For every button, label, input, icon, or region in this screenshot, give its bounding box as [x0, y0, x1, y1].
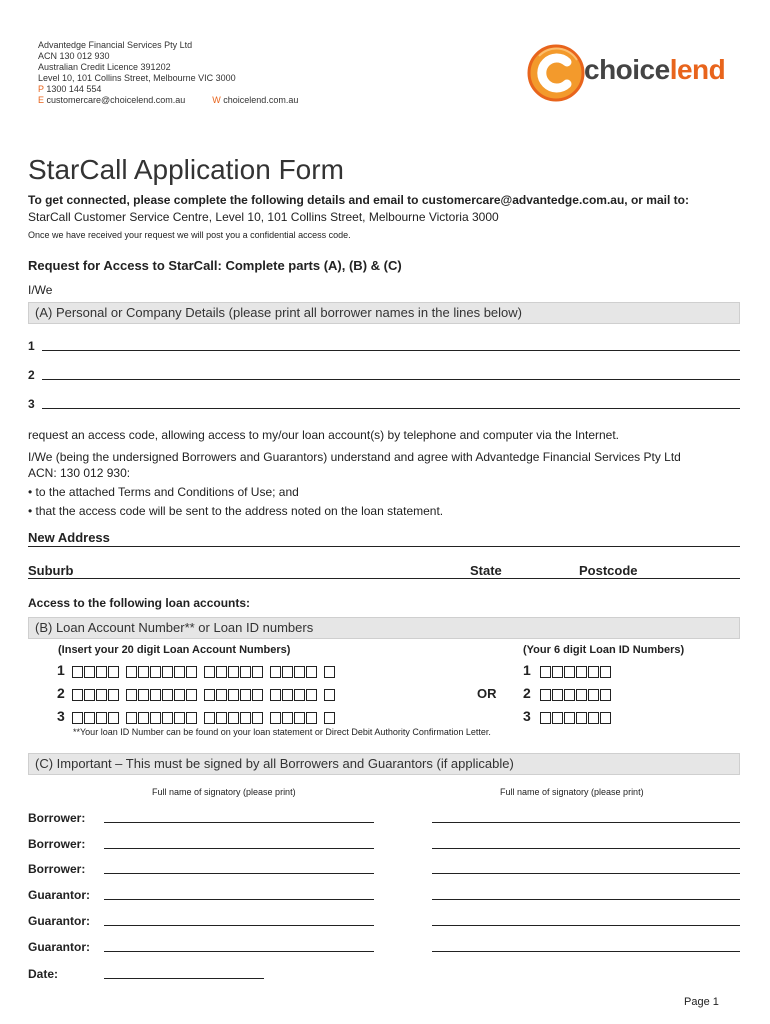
signatory-name-line[interactable]	[104, 873, 374, 874]
digit-box[interactable]	[204, 666, 215, 678]
digit-box[interactable]	[174, 689, 185, 701]
digit-box[interactable]	[588, 712, 599, 724]
signature-line[interactable]	[432, 899, 740, 900]
digit-box[interactable]	[108, 666, 119, 678]
digit-box[interactable]	[564, 712, 575, 724]
digit-box[interactable]	[186, 712, 197, 724]
digit-box[interactable]	[324, 689, 335, 701]
loan-row-number: 3	[57, 708, 65, 724]
digit-box[interactable]	[552, 712, 563, 724]
signature-line[interactable]	[432, 848, 740, 849]
digit-box[interactable]	[552, 666, 563, 678]
digit-box[interactable]	[252, 666, 263, 678]
company-phone: P 1300 144 554	[38, 84, 102, 94]
digit-box[interactable]	[72, 712, 83, 724]
digit-box[interactable]	[576, 666, 587, 678]
digit-box[interactable]	[84, 666, 95, 678]
digit-box[interactable]	[150, 712, 161, 724]
request-heading: Request for Access to StarCall: Complete parts (A), (B) & (C)	[28, 258, 402, 273]
or-label: OR	[477, 686, 497, 701]
signatory-role-label: Borrower:	[28, 811, 86, 825]
signatory-role-label: Guarantor:	[28, 940, 91, 954]
digit-box[interactable]	[96, 689, 107, 701]
digit-box[interactable]	[240, 666, 251, 678]
page-title: StarCall Application Form	[28, 154, 344, 185]
digit-box[interactable]	[186, 689, 197, 701]
loan-id-boxes-1[interactable]	[540, 663, 618, 679]
bullet-terms: • to the attached Terms and Conditions of Use; and	[28, 485, 299, 499]
digit-box[interactable]	[96, 666, 107, 678]
digit-box[interactable]	[306, 689, 317, 701]
signatory-role-label: Borrower:	[28, 837, 86, 851]
digit-box[interactable]	[240, 689, 251, 701]
digit-box[interactable]	[216, 712, 227, 724]
loan-row-number: 2	[57, 685, 65, 701]
loan-account-boxes-1[interactable]	[72, 663, 342, 679]
digit-box[interactable]	[270, 689, 281, 701]
digit-box[interactable]	[204, 712, 215, 724]
digit-box[interactable]	[150, 666, 161, 678]
digit-box[interactable]	[162, 666, 173, 678]
loan-id-note: **Your loan ID Number can be found on your loan statement or Direct Debit Authority Confirmation Letter.	[73, 727, 491, 737]
postcode-label: Postcode	[579, 563, 638, 578]
digit-box[interactable]	[600, 666, 611, 678]
digit-box[interactable]	[96, 712, 107, 724]
company-address: Level 10, 101 Collins Street, Melbourne VIC 3000	[38, 73, 236, 83]
signature-line[interactable]	[432, 822, 740, 823]
section-a-header: (A) Personal or Company Details (please print all borrower names in the lines below)	[28, 302, 740, 324]
digit-box[interactable]	[216, 666, 227, 678]
loan-row-number: 1	[57, 662, 65, 678]
digit-box[interactable]	[252, 689, 263, 701]
choicelend-logo-icon	[527, 44, 585, 102]
digit-box[interactable]	[282, 689, 293, 701]
digit-box[interactable]	[174, 712, 185, 724]
company-web[interactable]: choicelend.com.au	[223, 95, 299, 105]
company-details	[38, 40, 298, 106]
digit-box[interactable]	[282, 712, 293, 724]
company-licence: Australian Credit Licence 391202	[38, 62, 171, 72]
company-acn: ACN 130 012 930	[38, 51, 110, 61]
digit-box[interactable]	[138, 666, 149, 678]
access-heading: Access to the following loan accounts:	[28, 596, 251, 610]
signatory-name-line[interactable]	[104, 848, 374, 849]
loan-id-row-number: 3	[523, 708, 531, 724]
borrower-name-line-2[interactable]	[42, 379, 740, 380]
signatory-role-label: Guarantor:	[28, 914, 91, 928]
digit-box[interactable]	[552, 689, 563, 701]
digit-box[interactable]	[108, 712, 119, 724]
digit-box[interactable]	[216, 689, 227, 701]
digit-box[interactable]	[84, 712, 95, 724]
digit-box[interactable]	[324, 712, 335, 724]
digit-box[interactable]	[294, 689, 305, 701]
digit-box[interactable]	[150, 689, 161, 701]
digit-box[interactable]	[240, 712, 251, 724]
borrower-name-line-1[interactable]	[42, 350, 740, 351]
page-number: Page 1	[684, 996, 719, 1008]
new-address-line[interactable]	[28, 546, 740, 547]
company-name: Advantedge Financial Services Pty Ltd	[38, 40, 193, 50]
digit-box[interactable]	[306, 712, 317, 724]
request-text: request an access code, allowing access to my/our loan account(s) by telephone and computer via the Internet.	[28, 428, 619, 442]
digit-box[interactable]	[126, 689, 137, 701]
loan-id-row-number: 2	[523, 685, 531, 701]
digit-box[interactable]	[108, 689, 119, 701]
signatory-role-label: Guarantor:	[28, 888, 91, 902]
digit-box[interactable]	[294, 712, 305, 724]
digit-box[interactable]	[576, 712, 587, 724]
digit-box[interactable]	[228, 689, 239, 701]
intro-line-2: StarCall Customer Service Centre, Level 10, 101 Collins Street, Melbourne Victoria 3000	[28, 210, 499, 224]
digit-box[interactable]	[540, 666, 551, 678]
signatory-name-line[interactable]	[104, 951, 374, 952]
new-address-heading: New Address	[28, 530, 110, 545]
signature-line[interactable]	[432, 925, 740, 926]
digit-box[interactable]	[576, 689, 587, 701]
iwe-label: I/We	[28, 283, 53, 297]
borrower-row-number: 2	[28, 368, 35, 382]
section-b-header: (B) Loan Account Number** or Loan ID numbers	[28, 617, 740, 639]
digit-box[interactable]	[564, 689, 575, 701]
digit-box[interactable]	[282, 666, 293, 678]
bullet-access-code: • that the access code will be sent to the address noted on the loan statement.	[28, 504, 444, 518]
digit-box[interactable]	[294, 666, 305, 678]
digit-box[interactable]	[204, 689, 215, 701]
digit-box[interactable]	[186, 666, 197, 678]
digit-box[interactable]	[600, 689, 611, 701]
digit-box[interactable]	[84, 689, 95, 701]
intro-line-3: Once we have received your request we will post you a confidential access code.	[28, 230, 351, 240]
digit-box[interactable]	[588, 666, 599, 678]
logo-text: choicelend	[584, 54, 726, 85]
digit-box[interactable]	[270, 712, 281, 724]
digit-box[interactable]	[162, 712, 173, 724]
section-c-header: (C) Important – This must be signed by all Borrowers and Guarantors (if applicable)	[28, 753, 740, 775]
digit-box[interactable]	[306, 666, 317, 678]
signature-line[interactable]	[432, 951, 740, 952]
company-contact: E customercare@choicelend.com.au W choicelend.com.au	[38, 95, 299, 105]
digit-box[interactable]	[126, 712, 137, 724]
date-label: Date:	[28, 967, 59, 981]
digit-box[interactable]	[162, 689, 173, 701]
loan-id-boxes-2[interactable]	[540, 686, 618, 702]
loan-account-hint: (Insert your 20 digit Loan Account Numbers)	[58, 644, 291, 656]
digit-box[interactable]	[228, 712, 239, 724]
borrower-row-number: 3	[28, 397, 35, 411]
loan-account-boxes-2[interactable]	[72, 686, 342, 702]
agree-text-2: ACN: 130 012 930:	[28, 466, 131, 480]
digit-box[interactable]	[138, 689, 149, 701]
borrower-row-number: 1	[28, 339, 35, 353]
digit-box[interactable]	[138, 712, 149, 724]
loan-id-hint: (Your 6 digit Loan ID Numbers)	[523, 644, 685, 656]
digit-box[interactable]	[126, 666, 137, 678]
digit-box[interactable]	[174, 666, 185, 678]
signatory-col-1-hint: Full name of signatory (please print)	[152, 787, 296, 797]
intro-line-1: To get connected, please complete the following details and email to customercare@advantedge.com.au, or mail to:	[28, 193, 689, 207]
signature-line[interactable]	[432, 873, 740, 874]
digit-box[interactable]	[324, 666, 335, 678]
loan-id-boxes-3[interactable]	[540, 709, 618, 725]
signatory-name-line[interactable]	[104, 822, 374, 823]
date-line[interactable]	[104, 978, 264, 979]
suburb-label: Suburb	[28, 563, 74, 578]
signatory-col-2-hint: Full name of signatory (please print)	[500, 787, 644, 797]
borrower-name-line-3[interactable]	[42, 408, 740, 409]
loan-account-boxes-3[interactable]	[72, 709, 342, 725]
digit-box[interactable]	[564, 666, 575, 678]
digit-box[interactable]	[252, 712, 263, 724]
digit-box[interactable]	[540, 712, 551, 724]
digit-box[interactable]	[588, 689, 599, 701]
loan-id-row-number: 1	[523, 662, 531, 678]
digit-box[interactable]	[72, 689, 83, 701]
signatory-name-line[interactable]	[104, 925, 374, 926]
state-label: State	[470, 563, 502, 578]
digit-box[interactable]	[72, 666, 83, 678]
suburb-state-postcode-line[interactable]	[28, 578, 740, 579]
digit-box[interactable]	[600, 712, 611, 724]
digit-box[interactable]	[540, 689, 551, 701]
signatory-role-label: Borrower:	[28, 862, 86, 876]
company-email[interactable]: customercare@choicelend.com.au	[46, 95, 186, 105]
digit-box[interactable]	[228, 666, 239, 678]
agree-text-1: I/We (being the undersigned Borrowers and Guarantors) understand and agree with Advantedge Financial Services Pty Ltd	[28, 450, 681, 464]
digit-box[interactable]	[270, 666, 281, 678]
signatory-name-line[interactable]	[104, 899, 374, 900]
